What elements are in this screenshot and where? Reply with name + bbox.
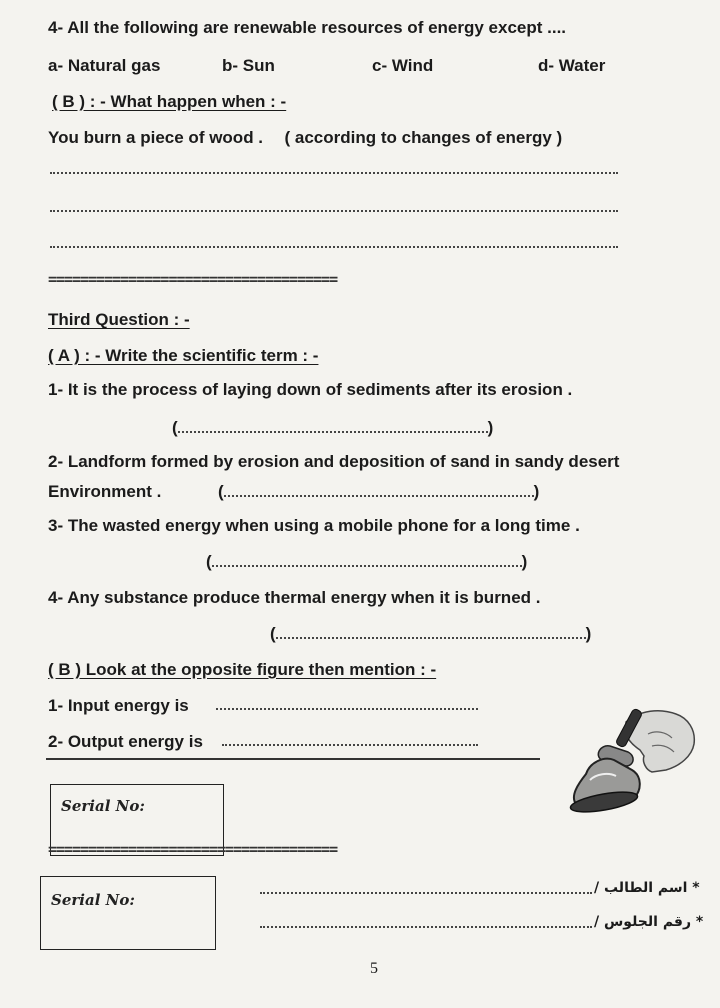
term-2-close: ) [533,482,540,501]
partB2-heading: ( B ) Look at the opposite figure then mention : - [48,660,437,679]
input-energy-line[interactable] [216,708,478,710]
partB-hint: ( according to changes of energy ) [284,128,563,147]
bottom-separator: ==================================== [48,840,338,858]
term-3-blank[interactable] [206,552,527,572]
answer-line-1 [50,172,618,174]
term-3-close: ) [521,552,528,571]
input-energy-label: 1- Input energy is [48,696,189,715]
answer-line-2 [50,210,618,212]
q4-question: 4- All the following are renewable resources of energy except .... [48,18,567,37]
term-4-blank[interactable] [270,624,591,644]
term-1-open: ( [172,418,178,437]
partA-heading: ( A ) : - Write the scientific term : - [48,346,319,365]
student-name-line[interactable] [260,892,592,894]
term-3-dots [212,553,522,567]
serial-label-2: Serial No: [51,891,135,909]
term-2-blank[interactable] [218,482,539,502]
section-separator: ==================================== [48,270,338,288]
hand-bell-icon [556,700,704,826]
q4-option-b: b- Sun [222,56,275,75]
term-2-open: ( [218,482,224,501]
seat-number-label: * رقم الجلوس / [594,914,704,930]
term-2-text2: Environment . [48,482,162,501]
term-2-dots [224,483,534,497]
partB2-underline [46,758,540,760]
student-name-label: * اسم الطالب / [594,880,700,896]
third-question-title: Third Question : - [48,310,190,329]
partB-prompt-text: You burn a piece of wood . [48,128,264,147]
partB-heading: ( B ) : - What happen when : - [52,92,287,111]
term-1-dots [178,419,488,433]
term-4-close: ) [585,624,592,643]
output-energy-line[interactable] [222,744,478,746]
q4-option-d: d- Water [538,56,606,75]
term-4-text: 4- Any substance produce thermal energy when it is burned . [48,588,541,607]
seat-number-line[interactable] [260,926,592,928]
term-3-text: 3- The wasted energy when using a mobile phone for a long time . [48,516,580,535]
serial-box-2 [40,876,216,950]
partB-prompt [48,128,562,148]
q4-option-c: c- Wind [372,56,434,75]
serial-label-1: Serial No: [61,797,145,815]
term-1-blank[interactable] [172,418,493,438]
term-4-dots [276,625,586,639]
term-4-open: ( [270,624,276,643]
term-3-open: ( [206,552,212,571]
term-2-text: 2- Landform formed by erosion and deposition of sand in sandy desert [48,452,620,471]
answer-line-3 [50,246,618,248]
q4-option-a: a- Natural gas [48,56,161,75]
page-number: 5 [370,960,378,977]
output-energy-label: 2- Output energy is [48,732,203,751]
term-1-text: 1- It is the process of laying down of sediments after its erosion . [48,380,573,399]
term-1-close: ) [487,418,494,437]
